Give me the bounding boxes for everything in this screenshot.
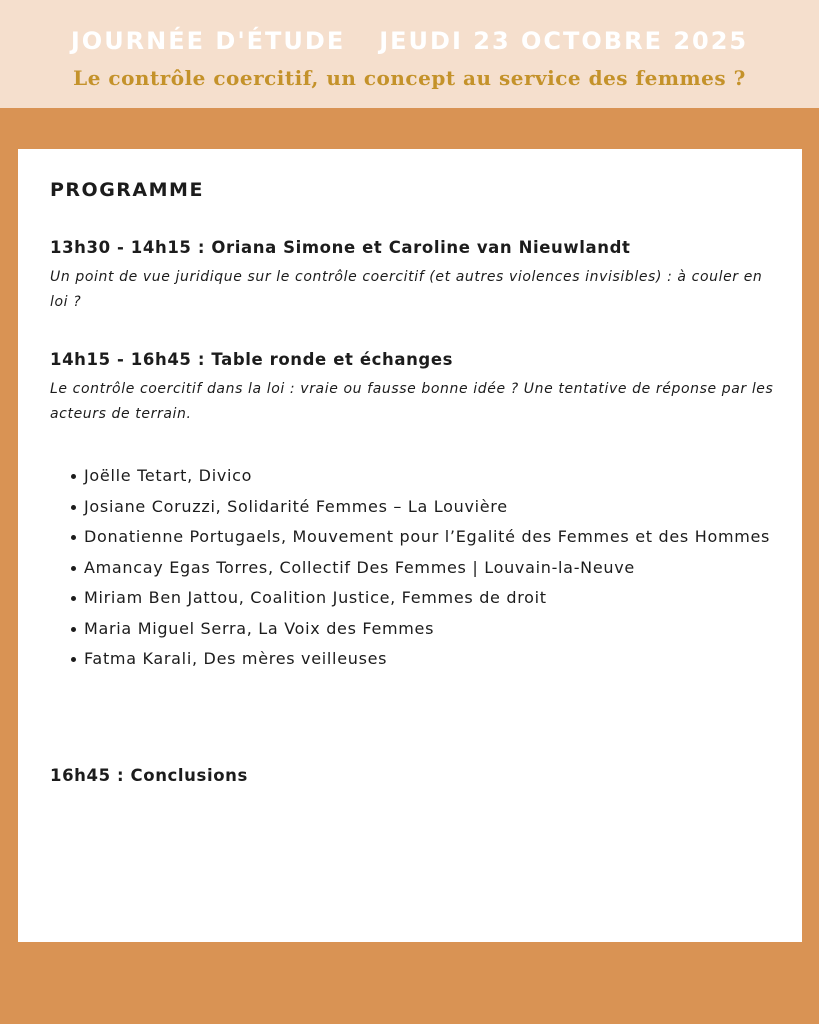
- header-band: [0, 0, 819, 108]
- session-1-description: Un point de vue juridique sur le contrôle coercitif (et autres violences invisibles) : à couler en loi ?: [50, 269, 763, 310]
- event-heading: [0, 27, 819, 55]
- speaker-list: [50, 461, 775, 675]
- speaker-item: Fatma Karali, Des mères veilleuses: [50, 644, 775, 675]
- session-2-description: Le contrôle coercitif dans la loi : vraie ou fausse bonne idée ? Une tentative de réponse par les acteurs de terrain.: [50, 381, 774, 422]
- event-subtitle: Le contrôle coercitif, un concept au service des femmes ?: [73, 66, 746, 90]
- speaker-item: Joëlle Tetart, Divico: [50, 461, 775, 492]
- programme-title: PROGRAMME: [50, 179, 204, 201]
- event-date: JEUDI 23 OCTOBRE 2025: [379, 27, 749, 55]
- speaker-item: Amancay Egas Torres, Collectif Des Femmes | Louvain-la-Neuve: [50, 553, 775, 584]
- programme-card: [18, 149, 802, 942]
- session-2-title: 14h15 - 16h45 : Table ronde et échanges: [50, 350, 454, 369]
- speaker-item: Maria Miguel Serra, La Voix des Femmes: [50, 614, 775, 645]
- session-1-title: 13h30 - 14h15 : Oriana Simone et Caroline van Nieuwlandt: [50, 238, 631, 257]
- speaker-item: Donatienne Portugaels, Mouvement pour l’Egalité des Femmes et des Hommes: [50, 522, 775, 553]
- speaker-item: Miriam Ben Jattou, Coalition Justice, Femmes de droit: [50, 583, 775, 614]
- speaker-item: Josiane Coruzzi, Solidarité Femmes – La Louvière: [50, 492, 775, 523]
- session-3-title: 16h45 : Conclusions: [50, 766, 248, 785]
- event-label: JOURNÉE D'ÉTUDE: [70, 27, 346, 55]
